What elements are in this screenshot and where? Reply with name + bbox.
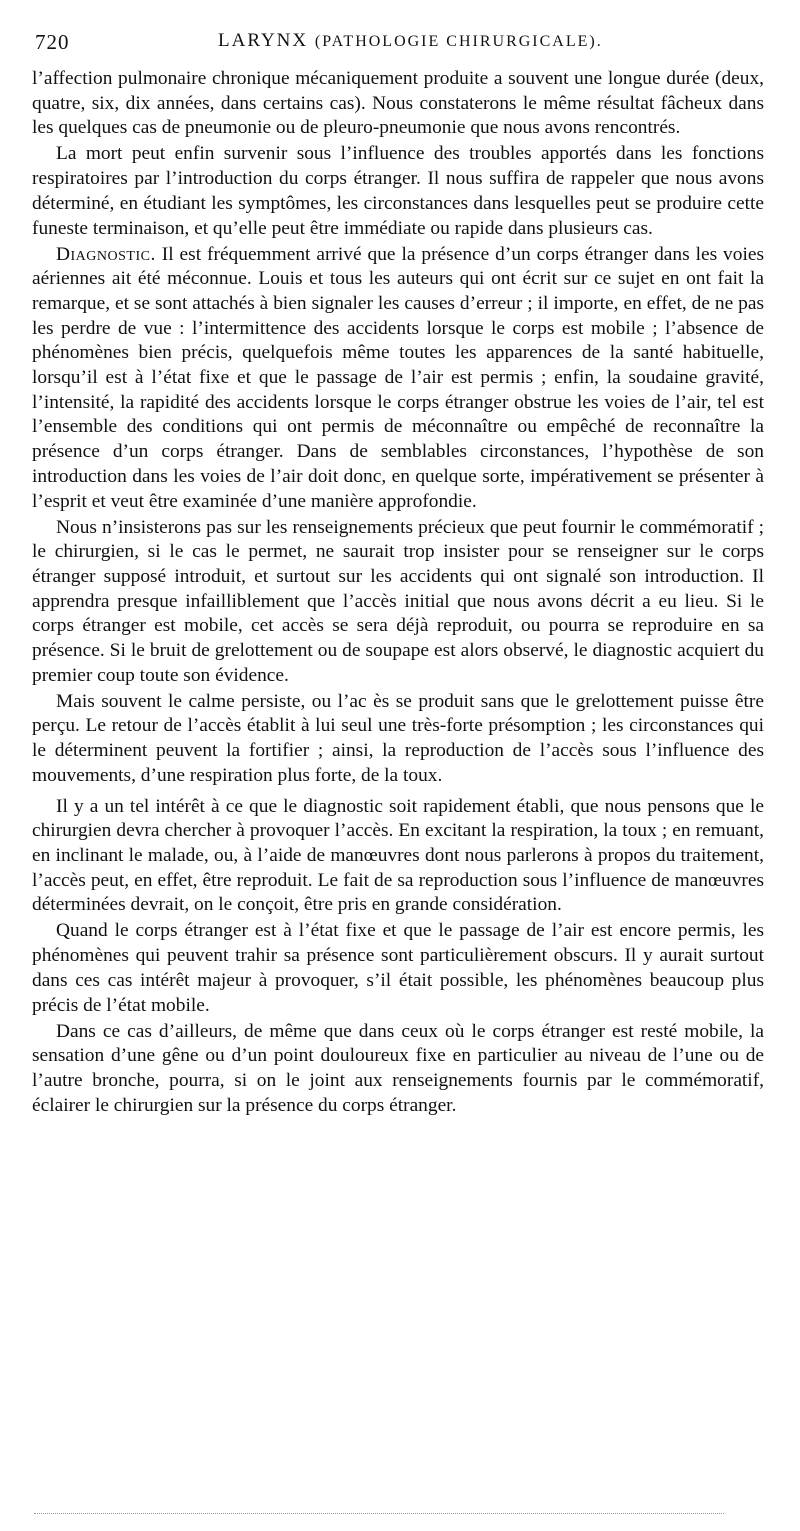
- paragraph-calme: Mais souvent le calme persiste, ou l’ac ès se produit sans que le grelottement puisse être perçu. Le retour de l’accès établit à lui seul une très-forte présomption ; les circonstances qui le déterminent peuvent la fortifier ; ainsi, la reproduction de l’accès sous l’influence des mouvements, d’une respiration plus forte, de la toux.: [32, 690, 764, 786]
- running-title: [218, 30, 603, 52]
- running-head: [32, 24, 764, 58]
- paragraph-provoquer-acces: Il y a un tel intérêt à ce que le diagnostic soit rapidement établi, que nous pensons que le chirurgien devra chercher à provoquer l’accès. En excitant la respiration, la toux ; en remuant, en inclinant le malade, ou, à l’aide de manœuvres dont nous parlerons à propos du traitement, l’accès peut, en effet, être reproduit. Le fait de sa reproduction sous l’influence de manœuvres déterminées devrait, on le conçoit, être pris en grande considération.: [32, 795, 764, 916]
- paragraph-continuation: l’affection pulmonaire chronique mécaniquement produite a souvent une longue durée (deux, quatre, six, dix années, dans certains cas). Nous constaterons le même résultat fâcheux dans les quelques cas de pneumonie ou de pleuro-pneumonie que nous avons rencontrés.: [32, 68, 764, 139]
- bottom-dotted-rule: [34, 1513, 724, 1514]
- running-title-subtitle: (PATHOLOGIE CHIRURGICALE).: [314, 33, 603, 50]
- paragraph-death: La mort peut enfin survenir sous l’influence des troubles apportés dans les fonctions respiratoires par l’introduction du corps étranger. Il nous suffira de rappeler que nous avons déterminé, en étudiant les symptômes, les circonstances dans lesquelles peut se produire cette funeste terminaison, et qu’elle peut être immédiate ou rapide dans plusieurs cas.: [32, 143, 764, 239]
- paragraph-diagnostic-text: Il est fréquemment arrivé que la présence d’un corps étranger dans les voies aériennes ait été méconnue. Louis et tous les auteurs qui ont écrit sur ce sujet en ont fait la remarque, et se sont attachés à bien signaler les causes d’erreur ; il importe, en effet, de ne pas les perdre de vue : l’intermittence des accidents lorsque le corps est mobile ; l’absence de phénomènes bien précis, quelquefois même toutes les apparences de la santé habituelle, lorsqu’il est à l’état fixe et que le passage de l’air est permis ; enfin, la soudaine gravité, l’intensité, la rapidité des accidents lorsque le corps étranger obstrue les voies de l’air, tel est l’ensemble des conditions qui ont permis de méconnaître ou empêché de reconnaître la présence d’un corps étranger. Dans de semblables circonstances, l’hypothèse de son introduction dans les voies de l’air doit donc, en quelque sorte, impérativement se présenter à l’esprit et veut être examinée d’une manière approfondie.: [32, 243, 764, 512]
- paragraph-diagnostic: [32, 243, 764, 515]
- body-text: [32, 67, 764, 1120]
- page-number: 720: [35, 30, 70, 54]
- running-title-main: LARYNX: [218, 30, 309, 51]
- paragraph-etat-fixe: Quand le corps étranger est à l’état fixe et que le passage de l’air est encore permis, les phénomènes qui peuvent trahir sa présence sont particulièrement obscurs. Il y aurait surtout dans ces cas intérêt majeur à provoquer, s’il était possible, les phénomènes beaucoup plus précis de l’état mobile.: [32, 920, 764, 1016]
- section-lead-diagnostic: Diagnostic.: [56, 243, 156, 265]
- paragraph-commemoratif: Nous n’insisterons pas sur les renseignements précieux que peut fournir le commémoratif ; le chirurgien, si le cas le permet, ne saurait trop insister pour se renseigner sur le corps étranger supposé introduit, et surtout sur les accidents qui ont signalé son introduction. Il apprendra presque infailliblement que l’accès initial que nous avons décrit a eu lieu. Si le corps étranger est mobile, cet accès se sera déjà reproduit, ou pourra se reproduire en sa présence. Si le bruit de grelottement ou de soupape est alors observé, le diagnostic acquiert du premier coup toute son évidence.: [32, 516, 764, 686]
- book-page: [32, 24, 764, 1514]
- paragraph-gene-bronche: Dans ce cas d’ailleurs, de même que dans ceux où le corps étranger est resté mobile, la sensation d’une gêne ou d’un point douloureux fixe en particulier au niveau de l’une ou de l’autre bronche, pourra, si on le joint aux renseignements fournis par le commémoratif, éclairer le chirurgien sur la présence du corps étranger.: [32, 1020, 764, 1116]
